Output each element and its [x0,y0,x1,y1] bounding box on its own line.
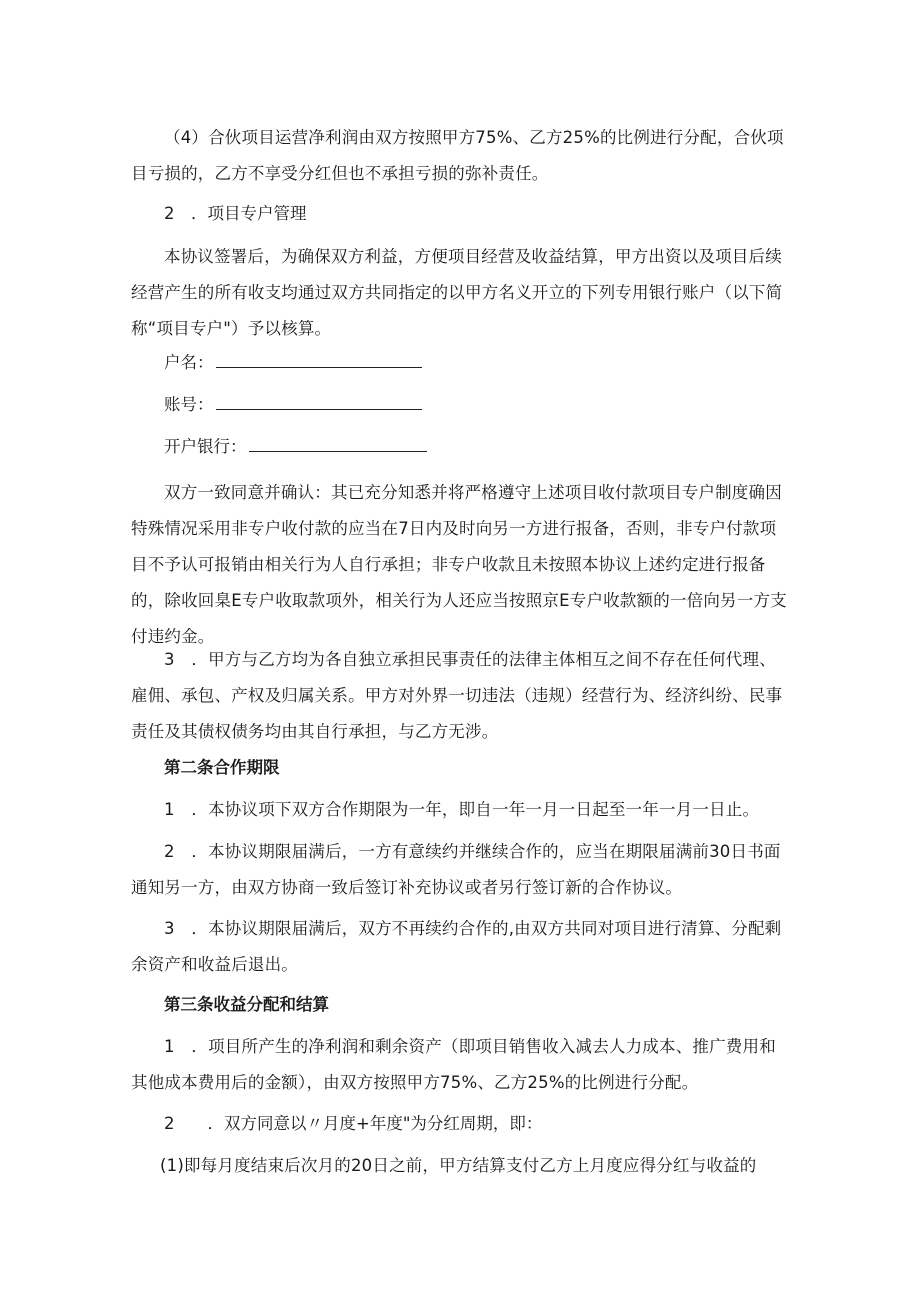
paragraph-term: 1 ．本协议项下双方合作期限为一年，即自一年一月一日起至一年一月一日止。 [164,800,760,819]
account-name-blank [216,347,422,368]
paragraph-independent-parties: 3 ．甲方与乙方均为各自独立承担民事责任的法律主体相互之间不存在任何代理、雇佣、承包、产权及归属关系。甲方对外界一切违法（违规）经营行为、经济纠纷、民事责任及其债权债务均由其自行承担，与乙方无涉。 [131,650,783,741]
paragraph-profit-distribution: （4）合伙项目运营净利润由双方按照甲方75%、乙方25%的比例进行分配，合伙项目亏损的，乙方不享受分红但也不承担亏损的弥补责任。 [131,128,784,183]
paragraph-profit-split: 1 ．项目所产生的净利润和剩余资产（即项目销售收入减去人力成本、推广费用和其他成本费用后的金额），由双方按照甲方75%、乙方25%的比例进行分配。 [131,1037,776,1092]
paragraph-account-intro: 本协议签署后，为确保双方利益，方便项目经营及收益结算，甲方出资以及项目后续经营产生的所有收支均通过双方共同指定的以甲方名义开立的下列专用银行账户（以下简称“项目专户"）予以核算。 [131,247,783,338]
account-name-field [164,345,422,381]
account-number-field [164,387,422,423]
paragraph-monthly-settlement: (1)即每月度结束后次月的20日之前，甲方结算支付乙方上月度应得分红与收益的 [160,1156,757,1175]
paragraph-exit: 3 ．本协议期限届满后，双方不再续约合作的,由双方共同对项目进行清算、分配剩余资产和收益后退出。 [131,919,782,974]
account-number-label: 账号： [164,395,214,414]
paragraph-renewal: 2 ．本协议期限届满后，一方有意续约并继续合作的，应当在期限届满前30日书面通知另一方，由双方协商一致后签订补充协议或者另行签订新的合作协议。 [131,842,781,897]
bank-field [164,429,427,465]
heading-article-2: 第二条合作期限 [164,758,280,777]
paragraph-account-confirmation: 双方一致同意并确认：其已充分知悉并将严格遵守上述项目收付款项目专户制度确因特殊情况采用非专户收付款的应当在7日内及时向另一方进行报备，否则，非专户付款项目不予认可报销由相关行为人自行承担；非专户收款且未按照本协议上述约定进行报备的，除收回臬E专户收取款项外，相关行为人还应当按照京E专户收款额的一倍向另一方支付违约金。 [131,483,787,646]
section-account-management: 2 ．项目专户管理 [164,204,307,223]
account-number-blank [216,389,422,410]
bank-label: 开户银行： [164,437,247,456]
bank-blank [249,431,427,452]
account-name-label: 户名： [164,353,214,372]
paragraph-dividend-cycle: 2 ．双方同意以〃月度+年度"为分红周期，即： [164,1114,543,1133]
heading-article-3: 第三条收益分配和结算 [164,995,329,1014]
